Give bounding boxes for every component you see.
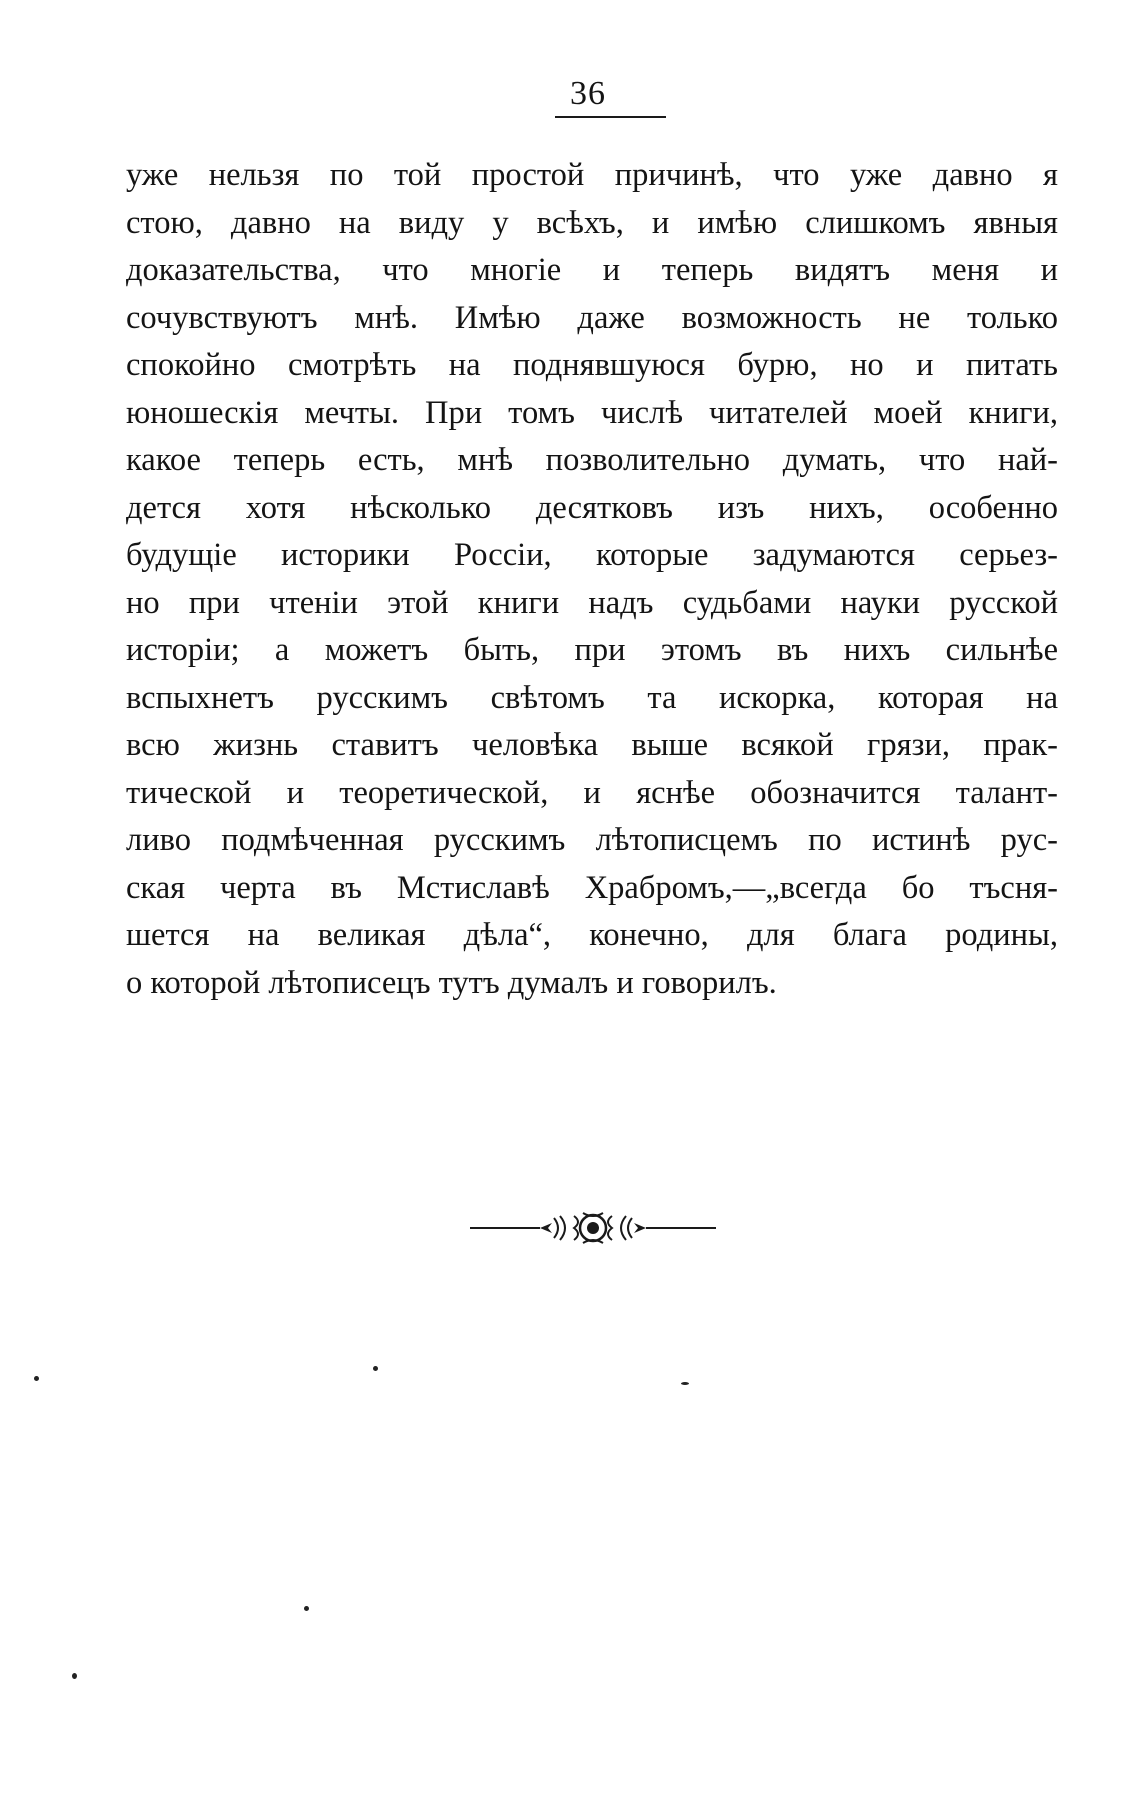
text-line: какое теперь есть, мнѣ позволительно думать, что най- [126, 442, 1058, 478]
text-line: но при чтеніи этой книги надъ судьбами науки русской [126, 584, 1058, 621]
text-line: спокойно смотрѣть на поднявшуюся бурю, но и питать [126, 347, 1058, 383]
text-line: вспыхнетъ русскимъ свѣтомъ та искорка, которая на [126, 679, 1058, 716]
text-line: ская черта въ Мстиславѣ Храбромъ,—„всегда бо тъсня- [126, 869, 1058, 906]
text-line: ливо подмѣченная русскимъ лѣтописцемъ по истинѣ рус- [126, 822, 1058, 858]
text-line: дется хотя нѣсколько десятковъ изъ нихъ, особенно [126, 489, 1058, 526]
text-line: стою, давно на виду у всѣхъ, и имѣю слишкомъ явныя [126, 204, 1058, 241]
paper-speck [373, 1366, 378, 1371]
text-line: сочувствуютъ мнѣ. Имѣю даже возможность не только [126, 299, 1058, 336]
paper-speck [34, 1376, 39, 1381]
page-number: 36 [570, 75, 606, 112]
text-line: юношескія мечты. При томъ числѣ читателей моей книги, [126, 394, 1058, 431]
paper-speck [72, 1673, 77, 1679]
text-line: о которой лѣтописецъ тутъ думалъ и говорилъ. [126, 964, 777, 1001]
paper-speck [681, 1382, 689, 1385]
text-line: исторіи; а можетъ быть, при этомъ въ нихъ сильнѣе [126, 632, 1058, 668]
page-number-rule [555, 116, 666, 118]
text-line: уже нельзя по той простой причинѣ, что уже давно я [126, 157, 1058, 193]
text-line: тической и теоретической, и яснѣе обозначится талант- [126, 774, 1058, 811]
paper-speck [304, 1606, 309, 1611]
body-text [126, 152, 1058, 1007]
text-line: всю жизнь ставитъ человѣка выше всякой грязи, прак- [126, 727, 1058, 763]
ornament-divider-icon [470, 1210, 716, 1246]
text-line: шется на великая дѣла“, конечно, для блага родины, [126, 917, 1058, 953]
text-line: будущіе историки Россіи, которые задумаются серьез- [126, 537, 1058, 573]
text-line: доказательства, что многіе и теперь видятъ меня и [126, 252, 1058, 288]
